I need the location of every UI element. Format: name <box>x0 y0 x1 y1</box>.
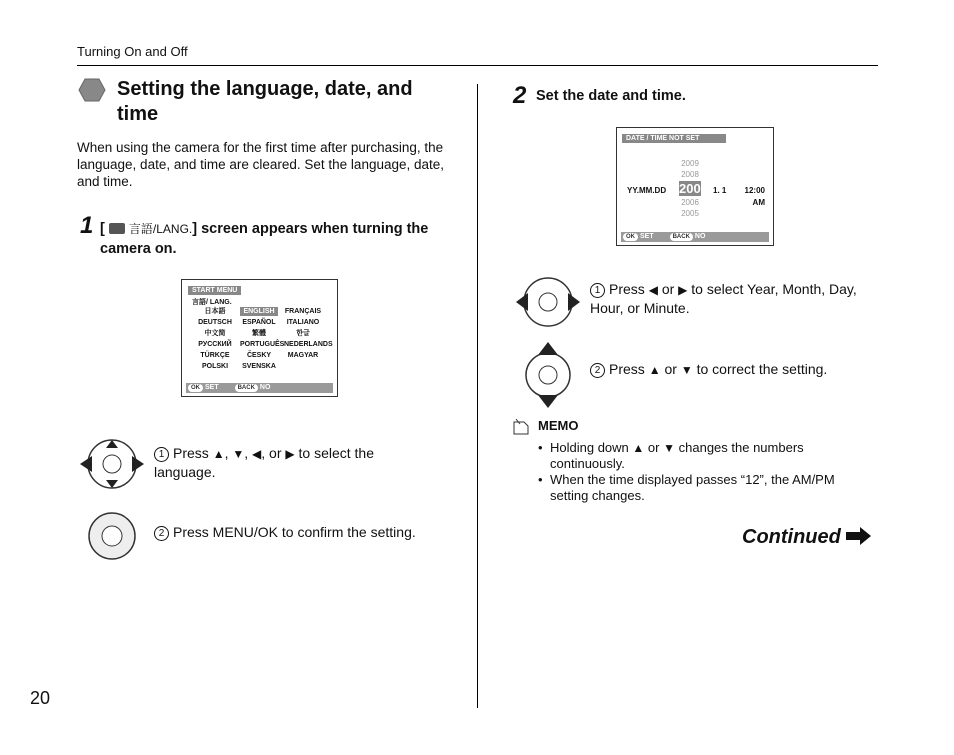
language-option: POLSKI <box>201 363 229 370</box>
ok-pill: OK <box>188 384 203 392</box>
step-2-number: 2 <box>513 82 527 109</box>
press-label: Press <box>609 281 645 297</box>
language-option: FRANÇAIS <box>284 308 322 315</box>
right-arrow-icon: ▶ <box>285 447 295 461</box>
memo-text: changes the numbers continuously. <box>550 440 804 471</box>
press-label: Press <box>609 361 645 377</box>
language-option: SVENSKA <box>242 363 276 370</box>
up-arrow-icon: ▲ <box>212 447 225 461</box>
step-2-instruction-2 <box>590 360 860 379</box>
step-1-body: ] screen appears when turning the camera on. <box>100 221 429 257</box>
memo-note-icon <box>512 418 530 436</box>
down-arrow-icon: ▼ <box>663 441 675 455</box>
step-1-instruction-1: 1 Press ▲, ▼, ◀, or ▶ to select the language. <box>154 445 375 480</box>
bracket-open: [ <box>100 221 105 237</box>
section-title: Setting the language, date, and time <box>117 78 413 125</box>
right-arrow-icon: ▶ <box>678 283 688 297</box>
section-hexagon-icon <box>78 78 106 102</box>
year-option: 2007 <box>679 181 708 196</box>
language-option: 中文简 <box>204 330 226 337</box>
dpad-left-right-icon <box>515 276 581 328</box>
language-option: MAGYAR <box>287 352 319 359</box>
lcd-bottom-bar <box>621 232 769 242</box>
language-grid <box>196 307 333 371</box>
up-arrow-icon: ▲ <box>648 363 661 377</box>
step-1-text <box>100 219 445 259</box>
lcd-bottom-bar <box>186 383 333 393</box>
memo-text: Holding down <box>550 440 629 455</box>
language-option: TÜRKÇE <box>200 352 230 359</box>
step-2-text: Set the date and time. <box>536 88 686 104</box>
lcd-language-screen <box>181 279 338 397</box>
press-label: Press <box>173 445 209 461</box>
circled-number-2: 2 <box>590 363 605 378</box>
step-1-number: 1 <box>80 212 94 239</box>
language-option: РУССКИЙ <box>198 341 232 348</box>
up-arrow-icon: ▲ <box>632 441 645 455</box>
dpad-four-way-icon <box>79 438 145 490</box>
running-header: Turning On and Off <box>77 44 188 59</box>
ok-pill: OK <box>623 233 638 241</box>
date-format: YY.MM.DD <box>627 186 667 195</box>
left-arrow-icon: ◀ <box>252 447 262 461</box>
or-label: or <box>661 281 675 297</box>
continued-text: Continued <box>742 526 841 548</box>
instruction-text: to select the language. <box>154 445 375 480</box>
continued-label <box>742 526 872 549</box>
instruction-text: Press MENU/OK to confirm the setting. <box>173 524 416 540</box>
language-option: 한글 <box>296 330 310 337</box>
year-option: 2009 <box>681 159 699 168</box>
month-day: 1. 1 <box>713 186 727 195</box>
lang-icon <box>109 223 125 234</box>
or-label: or <box>664 361 677 377</box>
start-menu-title: START MENU <box>188 286 241 295</box>
year-option: 2005 <box>681 209 699 218</box>
language-option: ITALIANO <box>286 319 320 326</box>
year-option: 2006 <box>681 198 699 207</box>
language-option: ENGLISH <box>240 307 278 316</box>
instruction-text: to correct the setting. <box>696 361 828 377</box>
circled-number-1: 1 <box>154 447 169 462</box>
circled-number-1: 1 <box>590 283 605 298</box>
language-option: ČESKY <box>246 352 272 359</box>
language-option: NEDERLANDS <box>284 341 333 348</box>
back-pill: BACK <box>235 384 258 392</box>
dpad-up-down-icon <box>522 341 574 409</box>
left-arrow-icon: ◀ <box>648 283 658 297</box>
no-label: NO <box>694 233 706 240</box>
year-list <box>679 158 708 219</box>
column-divider <box>477 84 478 708</box>
language-option: 日本語 <box>204 308 226 315</box>
header-rule <box>77 65 878 66</box>
no-label: NO <box>259 384 271 391</box>
memo-item: • When the time displayed passes “12”, the AM/PM setting changes. <box>550 472 870 504</box>
circled-number-2: 2 <box>154 526 169 541</box>
dpad-menu-ok-icon <box>87 511 137 561</box>
language-option: ESPAÑOL <box>242 319 276 326</box>
instruction-text: to select Year, Month, Day, Hour, or Minute. <box>590 281 857 316</box>
continued-arrow-icon <box>846 527 872 545</box>
lang-submenu: 言語/ LANG. <box>192 299 232 306</box>
year-option: 2008 <box>681 170 699 179</box>
back-pill: BACK <box>670 233 693 241</box>
language-option: PORTUGUÊS <box>240 341 285 348</box>
set-label: SET <box>205 384 219 391</box>
lcd-date-screen <box>616 127 774 246</box>
page-number: 20 <box>30 688 51 708</box>
ampm-value: AM <box>752 198 765 207</box>
lang-label: 言語/LANG. <box>128 222 193 236</box>
down-arrow-icon: ▼ <box>680 363 693 377</box>
language-option: 繁體 <box>252 330 266 337</box>
date-title: DATE / TIME NOT SET <box>622 134 726 143</box>
set-label: SET <box>640 233 654 240</box>
memo-list <box>538 440 870 504</box>
time-value: 12:00 <box>744 186 765 195</box>
down-arrow-icon: ▼ <box>232 447 245 461</box>
intro-text: When using the camera for the first time after purchasing, the language, date, and time are cleared. Set the language, date, and time. <box>77 140 445 189</box>
language-option: DEUTSCH <box>198 319 232 326</box>
memo-item <box>550 440 870 472</box>
memo-title: MEMO <box>538 418 579 433</box>
step-1-instruction-2 <box>154 523 444 541</box>
or-label: or <box>647 440 660 455</box>
step-2-instruction-1 <box>590 280 860 317</box>
